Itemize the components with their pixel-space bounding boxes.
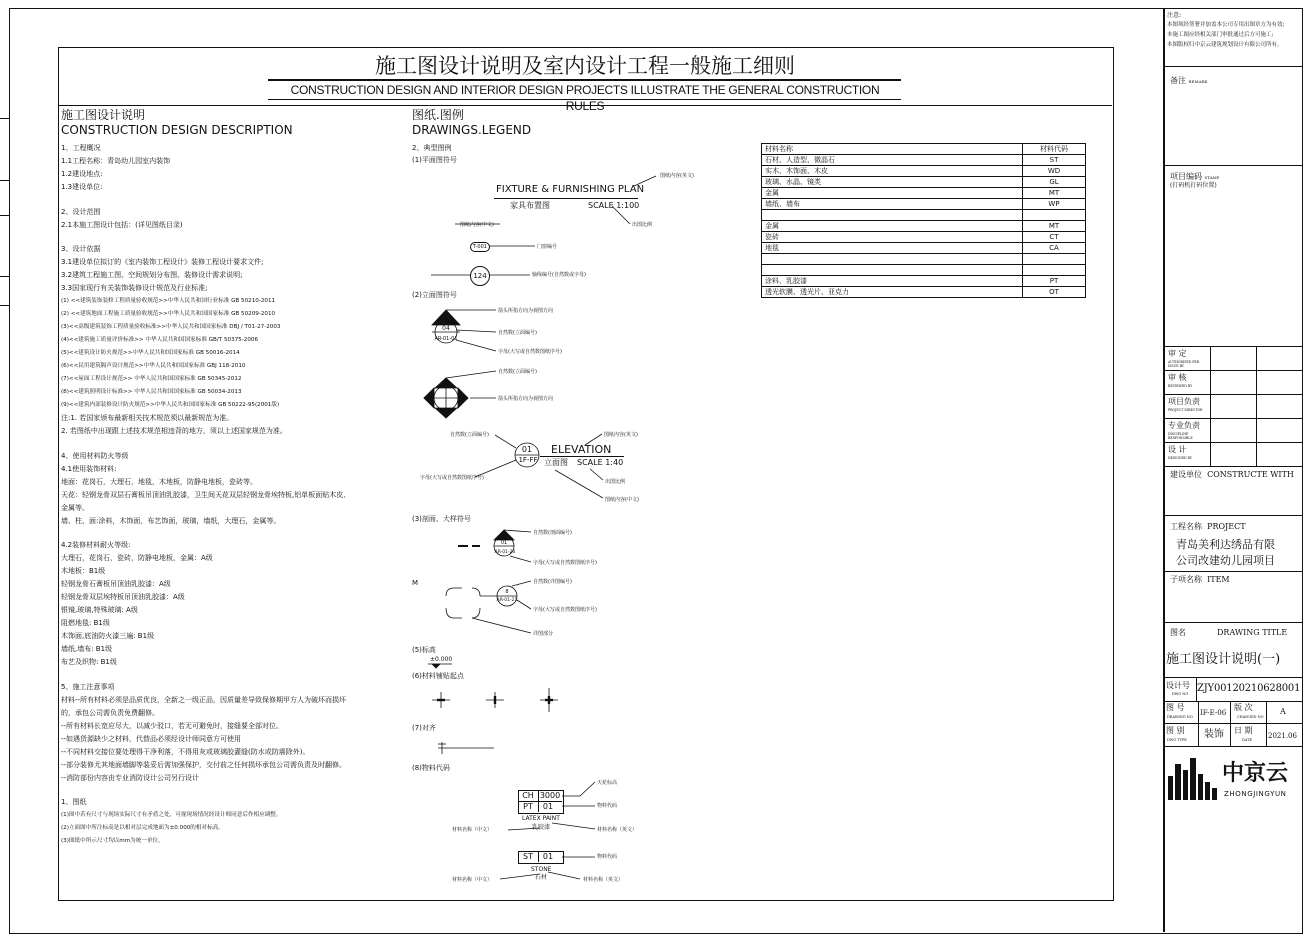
- material-code-cell: [1023, 265, 1086, 276]
- client-en: CONSTRUCTE WITH: [1207, 470, 1294, 479]
- material-name-cell: [762, 210, 1023, 221]
- code2-num: 01: [542, 852, 554, 861]
- material-code-cell: WP: [1023, 199, 1086, 210]
- detail-sheet: AR-01-21: [496, 598, 518, 603]
- label-detail-part: 详图部分: [533, 631, 554, 637]
- table-row: [762, 265, 1086, 276]
- description-line: --消防部份内容由专业消防设计公司另行设计: [61, 773, 200, 782]
- code2-en: STONE: [531, 866, 552, 873]
- description-line: (7)<<屋面工程设计规范>> 中华人民共和国国家标准 GB 50345-2012: [61, 376, 242, 382]
- description-line: 木地板：B1级: [61, 567, 106, 575]
- tb-rule: [1164, 515, 1302, 516]
- tb-rule: [1164, 622, 1302, 623]
- description-line: 的，承包公司需负责免费翻修。: [61, 708, 159, 717]
- elev-scale: SCALE 1:40: [577, 458, 624, 467]
- elev-title-num: 01: [521, 445, 533, 454]
- description-line: 5、施工注意事项: [61, 682, 115, 691]
- tb-rule: [1164, 66, 1302, 67]
- legend-section-typical: 2、典型图例: [412, 144, 452, 152]
- stamp-note: (打码机打码位置): [1170, 182, 1217, 189]
- label-elev-letter: 字母(大写或自然数图纸序号): [420, 475, 484, 481]
- plan-title-cn: 家具布置图: [510, 201, 550, 210]
- label-arrow-dir-2: 箭头所指方向为视图方向: [498, 396, 554, 402]
- tb-rule: [1164, 746, 1302, 747]
- notice-label: 注意:: [1167, 12, 1182, 19]
- label-elev-cn: 图纸内容(中文): [605, 497, 639, 503]
- material-name-cell: 石材、人造型、微晶石: [762, 155, 1023, 166]
- sect-sheet: AR-01-20: [494, 550, 516, 555]
- description-line: 轻钢龙骨石膏板吊顶油乳胶漆：A级: [61, 580, 171, 588]
- type-en: DWG TYPE: [1167, 738, 1187, 742]
- label-elev-en: 图纸内容(英文): [604, 432, 638, 438]
- elev-title-sheet: 1F-FF: [518, 456, 538, 464]
- description-line: (4)<<建筑施工质量评价标准>> 中华人民共和国国家标准 GB/T 50375-2006: [61, 337, 258, 343]
- material-code-cell: CA: [1023, 243, 1086, 254]
- material-code-cell: WD: [1023, 166, 1086, 177]
- description-line: --如遇货源缺少之材料，代替品必须经设计师同意方可使用: [61, 734, 242, 743]
- table-row: [762, 188, 1086, 199]
- role-row: [1164, 418, 1302, 443]
- description-line: 1、图纸: [61, 798, 87, 806]
- remark-cn: 备注: [1170, 76, 1186, 85]
- label-mat-cn-2: 材料名称（中文）: [452, 877, 493, 883]
- role-row: [1164, 346, 1302, 371]
- stamp-en: STAMP: [1204, 175, 1220, 180]
- legend-section-plan: (1)平面图符号: [412, 156, 457, 164]
- item-label: 子项名称: [1170, 575, 1202, 584]
- label-arrow-dir: 箭头所指方向为视图方向: [498, 308, 554, 314]
- main-title-en: CONSTRUCTION DESIGN AND INTERIOR DESIGN PROJECTS ILLUSTRATE THE GENERAL CONSTRUCTION RULES: [290, 83, 880, 113]
- label-mat-code-2: 物料代码: [597, 854, 618, 860]
- description-line: --部分装修尤其地面墙脚等装妥后需加强保护，交付前之任何损坏承包公司需负责及时翻修。: [61, 760, 347, 769]
- material-name-cell: [762, 254, 1023, 265]
- description-line: 3.3国家现行有关装饰装修设计规范及行业标准;: [61, 284, 208, 292]
- client-label: 建设单位: [1170, 470, 1202, 479]
- table-row: [762, 177, 1086, 188]
- label-mat-en-2: 材料名称（英文）: [583, 877, 624, 883]
- label-ceiling: 天花标高: [597, 780, 618, 786]
- table-row: [762, 232, 1086, 243]
- role-row: [1164, 442, 1302, 467]
- label-mat-en: 材料名称（英文）: [597, 827, 638, 833]
- description-line: 1.2建设地点:: [61, 170, 103, 178]
- description-line: 3.1建设单位拟订的《室内装饰工程设计》装修工程设计要求文件;: [61, 258, 264, 266]
- grid-vline-c: [1266, 701, 1267, 746]
- legend-section-elev: (2)立面图符号: [412, 291, 457, 299]
- description-line: 注:1. 若国家颁布最新相关技术规范须以最新规范为准。: [61, 414, 234, 422]
- label-elev-scale: 出图比例: [605, 479, 626, 485]
- date-value: 2021.06: [1268, 732, 1297, 740]
- description-line: 金属等。: [61, 503, 89, 512]
- description-line: 4、使用材料防火等级: [61, 451, 129, 460]
- role-label: 项目负责: [1168, 397, 1200, 406]
- legend-section-tile: (6)材料铺贴起点: [412, 672, 464, 680]
- legend-section-level: (5)标高: [412, 646, 436, 654]
- notice-text: [1167, 20, 1301, 50]
- tb-rule: [1164, 677, 1302, 678]
- date-en: DATE: [1242, 738, 1253, 742]
- description-line: 2、设计范围: [61, 207, 101, 216]
- label-sect-natural: 自然数(剖面编号): [533, 530, 572, 536]
- code1-top-val: 3000: [539, 791, 561, 800]
- notice-line: 本图须经签署并加盖本公司专用出图章方为有效;: [1167, 22, 1285, 28]
- description-line: 天花：轻钢龙骨双层石膏板吊顶油乳胶漆，卫生间天花双层轻钢龙骨埃特板,铝单板面贴木皮、: [61, 490, 351, 499]
- label-natural: 自然数(立面编号): [498, 330, 537, 336]
- detail-m: M: [412, 579, 419, 587]
- table-row: [762, 287, 1086, 298]
- code1-en: LATEX PAINT: [522, 815, 560, 822]
- project-name-1: 青岛美利达绣品有限: [1176, 538, 1275, 551]
- role-row: [1164, 394, 1302, 419]
- plan-title-en: FIXTURE & FURNISHING PLAN: [496, 184, 645, 195]
- remark-en: REMARK: [1188, 79, 1208, 84]
- table-row: [762, 155, 1086, 166]
- drawing-title: 施工图设计说明(一): [1166, 652, 1281, 667]
- project-name-2: 公司改建幼儿园项目: [1176, 554, 1275, 567]
- version-label: 版 次: [1234, 703, 1253, 712]
- material-name-cell: 地毯: [762, 243, 1023, 254]
- table-row: [762, 276, 1086, 287]
- description-line: 1.3建设单位:: [61, 183, 103, 191]
- label-sect-letter: 字母(大写或自然数图纸序号): [533, 560, 597, 566]
- tb-rule: [1164, 571, 1302, 572]
- notice-line: 本施工图应经相关部门审批通过后方可施工;: [1167, 32, 1274, 38]
- remark-label: [1170, 76, 1207, 87]
- roles-vline-2: [1256, 346, 1257, 466]
- code1-top: CH: [522, 791, 534, 800]
- table-row: [762, 210, 1086, 221]
- version-value: A: [1280, 707, 1286, 716]
- role-label: 审 定: [1168, 349, 1187, 358]
- description-line: (5)<<建筑设计防火规范>>中华人民共和国国家标准 GB 50016-2014: [61, 350, 240, 356]
- role-label-en: DISCIPLINE RESPONSIBLE: [1168, 432, 1193, 440]
- label-scale: 出图比例: [632, 222, 653, 228]
- level-value: ±0.000: [430, 656, 453, 663]
- roles-vline-1: [1210, 346, 1211, 466]
- code1-cn: 乳胶漆: [532, 824, 551, 831]
- label-letter: 字母(大写或自然数图纸序号): [498, 349, 562, 355]
- label-name-cn: 图纸内容(中文): [460, 222, 494, 228]
- description-line: 墙纸,墙布: B1级: [61, 645, 113, 653]
- client-row: [1170, 470, 1294, 480]
- detail-num: 8: [505, 589, 509, 595]
- material-name-cell: 墙纸、墙布: [762, 199, 1023, 210]
- description-line: --不同材料交接位要处理得干净利落，不得用灰或玻璃胶灌缝(防水或防震除外)。: [61, 747, 310, 756]
- left-heading-cn: 施工图设计说明: [61, 108, 146, 122]
- description-line: (6)<<民用建筑隔声设计规范>>中华人民共和国国家标准 GBJ 118-2010: [61, 363, 246, 369]
- label-elev-natural: 自然数(立面编号): [450, 432, 489, 438]
- code1-num: 01: [542, 802, 554, 811]
- axis-tag: 124: [470, 266, 490, 286]
- main-title-cn: 施工图设计说明及室内设计工程一般施工细则: [375, 54, 795, 78]
- description-line: 3.2建筑工程施工图、空间规划分布图、装修设计需求说明;: [61, 271, 243, 279]
- elev-num: 04: [442, 325, 450, 332]
- project-row: [1170, 522, 1246, 532]
- company-logo-mark: [1166, 754, 1220, 802]
- description-line: 2.1本施工图设计包括：(详见图纸目录): [61, 220, 183, 229]
- drawing-label: 图名: [1170, 628, 1186, 637]
- version-en: CHANGED NO: [1237, 715, 1264, 719]
- description-line: 阻燃地毯: B1级: [61, 619, 110, 627]
- header-material-name: 材料名称: [762, 144, 1023, 155]
- item-en: ITEM: [1207, 575, 1230, 584]
- description-line: 木饰面,底油防火漆三遍: B1级: [61, 632, 155, 640]
- role-label-en: PROJECT DIRECTOR: [1168, 408, 1203, 412]
- door-tag: T-001: [470, 242, 490, 252]
- material-code-cell: MT: [1023, 221, 1086, 232]
- description-line: 1、工程概况: [61, 144, 101, 152]
- description-line: (9)<<建筑内部装修设计防火规范>>中华人民共和国国家标准 GB 50222-95(2001版): [61, 402, 280, 408]
- type-label: 图 别: [1166, 726, 1185, 735]
- code2-cn: 石材: [535, 874, 548, 881]
- role-label-en: REVIEWED BY: [1168, 384, 1193, 388]
- logo-en: ZHONGJINGYUN: [1224, 790, 1287, 798]
- plan-scale: SCALE 1:100: [588, 201, 640, 210]
- label-detail-natural: 自然数(详图编号): [533, 579, 572, 585]
- description-line: 4.1使用装饰材料:: [61, 464, 117, 473]
- role-label-en: DESIGNED BY: [1168, 456, 1192, 460]
- type-value: 装饰: [1204, 729, 1224, 740]
- description-line: (3)<<高级建筑装饰工程质量验收标准>>中华人民共和国国家标准 DBJ / T01-27-2003: [61, 324, 281, 330]
- description-line: (2) <<建筑地面工程施工质量验收规范>>中华人民共和国国家标准 GB 50209-2010: [61, 311, 276, 317]
- material-code-cell: PT: [1023, 276, 1086, 287]
- material-code-table: [761, 143, 1086, 298]
- description-line: 材料--所有材料必须是品质优良，全新之一级正品，因质量差导致保修期甲方人为破坏而损坏: [61, 695, 347, 704]
- material-code-cell: [1023, 254, 1086, 265]
- label-mat-code: 物料代码: [597, 803, 618, 809]
- legend-heading-en: DRAWINGS.LEGEND: [412, 123, 532, 137]
- description-line: (8)<<建筑照明设计标准>> 中华人民共和国国家标准 GB 50034-2013: [61, 389, 242, 395]
- grid-vline-b: [1230, 701, 1231, 746]
- role-label: 审 核: [1168, 373, 1187, 382]
- label-name-en: 图纸内容(英文): [660, 173, 694, 179]
- project-en: PROJECT: [1207, 522, 1246, 531]
- label-axis: 轴线编号(自然数或字母): [532, 272, 586, 278]
- description-line: 1.1工程名称：青岛幼儿园室内装饰: [61, 157, 171, 165]
- legend-heading-cn: 图纸.图例: [412, 108, 464, 122]
- drawing-en: DRAWING TITLE: [1217, 628, 1288, 637]
- tb-rule: [1164, 165, 1302, 166]
- table-row: [762, 221, 1086, 232]
- sheet-en: DRAWING NO: [1167, 715, 1193, 719]
- table-row: [762, 243, 1086, 254]
- tb-rule: [1164, 723, 1302, 724]
- left-heading-en: CONSTRUCTION DESIGN DESCRIPTION: [61, 123, 293, 137]
- design-no-label: 设计号: [1166, 681, 1190, 690]
- material-name-cell: 实木、木饰面、木皮: [762, 166, 1023, 177]
- date-label: 日 期: [1234, 726, 1253, 735]
- description-line: 布艺及织物: B1级: [61, 658, 117, 666]
- description-line: (2)立面图中所注标高是以相对层完成地面为±0.000的相对标高。: [61, 825, 224, 831]
- description-line: --所有材料长宽应尽大，以减少驳口，若无可避免时，接缝要全部对位。: [61, 721, 284, 730]
- sect-num: 01: [500, 540, 508, 546]
- description-line: 2. 若图纸中出现跟上述技术规范相违背的地方，须以上述国家规范为准。: [61, 427, 287, 435]
- notice-line: 本图版权归中京云建筑规划设计有限公司所有。: [1167, 42, 1283, 48]
- material-name-cell: 金属: [762, 221, 1023, 232]
- description-line: 4.2装修材料耐火等级:: [61, 541, 131, 549]
- tb-rule: [1164, 701, 1302, 702]
- material-code-cell: MT: [1023, 188, 1086, 199]
- item-row: [1170, 575, 1230, 585]
- description-line: (1) <<建筑装饰装修工程质量验收规范>>中华人民共和国行业标准 GB 50210-2011: [61, 298, 276, 304]
- role-row: [1164, 370, 1302, 395]
- material-name-cell: 涂料、乳胶漆: [762, 276, 1023, 287]
- role-label: 专业负责: [1168, 421, 1200, 430]
- label-natural-2: 自然数(立面编号): [498, 369, 537, 375]
- elev-sheet: AR-01-01: [434, 336, 458, 342]
- material-code-cell: [1023, 210, 1086, 221]
- material-code-cell: CT: [1023, 232, 1086, 243]
- label-door: 门窗编号: [537, 244, 558, 250]
- legend-section-code: (8)物料代码: [412, 764, 450, 772]
- description-line: 轻钢龙骨双层埃特板吊顶油乳胶漆：A级: [61, 593, 185, 601]
- description-line: 墙、柱、面:涂料，木饰面，布艺饰面，玻璃，墙纸，大理石，金属等。: [61, 516, 281, 525]
- elev-title-cn: 立面图: [544, 458, 568, 467]
- legend-section-section: (3)剖面、大样符号: [412, 515, 471, 523]
- description-line: 地面：花岗石，大理石，地毯，木地板，防静电地板，瓷砖等。: [61, 477, 257, 486]
- sheet-label: 图 号: [1166, 703, 1185, 712]
- table-row: [762, 166, 1086, 177]
- design-no-en: DWG NO: [1172, 692, 1189, 696]
- code2-code: ST: [523, 852, 533, 861]
- header-material-code: 材料代码: [1023, 144, 1086, 155]
- role-label-en: AUTHORIZED PER ISSUE BY: [1168, 360, 1200, 368]
- material-name-cell: 瓷砖: [762, 232, 1023, 243]
- material-name-cell: 金属: [762, 188, 1023, 199]
- label-mat-cn: 材料名称（中文）: [452, 827, 493, 833]
- material-name-cell: 透光软膜、透光片、亚克力: [762, 287, 1023, 298]
- design-no-value: ZJY00120210628001: [1197, 683, 1301, 694]
- logo-cn: 中京云: [1222, 760, 1289, 786]
- elev-title-en: ELEVATION: [551, 443, 612, 456]
- stamp-cn: 项目编码: [1170, 172, 1202, 181]
- table-header-row: [762, 144, 1086, 155]
- material-code-cell: OT: [1023, 287, 1086, 298]
- code1-code: PT: [523, 802, 533, 811]
- material-code-cell: GL: [1023, 177, 1086, 188]
- project-label: 工程名称: [1170, 522, 1202, 531]
- material-code-cell: ST: [1023, 155, 1086, 166]
- sheet-value: IF-E-06: [1200, 709, 1227, 717]
- description-line: 银镜,玻璃,特殊玻璃: A级: [61, 606, 138, 614]
- description-line: 3、设计依据: [61, 245, 101, 253]
- legend-section-align: (7)对齐: [412, 724, 436, 732]
- material-name-cell: 玻璃、水晶、镜类: [762, 177, 1023, 188]
- material-name-cell: [762, 265, 1023, 276]
- description-line: (3)图纸中所示尺寸均以mm为统一单位。: [61, 838, 164, 844]
- table-row: [762, 199, 1086, 210]
- description-line: 大理石，花岗石，瓷砖，防静电地板，金属：A级: [61, 554, 213, 562]
- label-detail-letter: 字母(大写或自然数图纸序号): [533, 607, 597, 613]
- table-row: [762, 254, 1086, 265]
- role-label: 设 计: [1168, 445, 1187, 454]
- description-line: (1)图中若有尺寸与现场实际尺寸有矛盾之处，可视现场情况经设计师同意后作相应调整。: [61, 812, 282, 818]
- grid-vline-a: [1198, 701, 1199, 746]
